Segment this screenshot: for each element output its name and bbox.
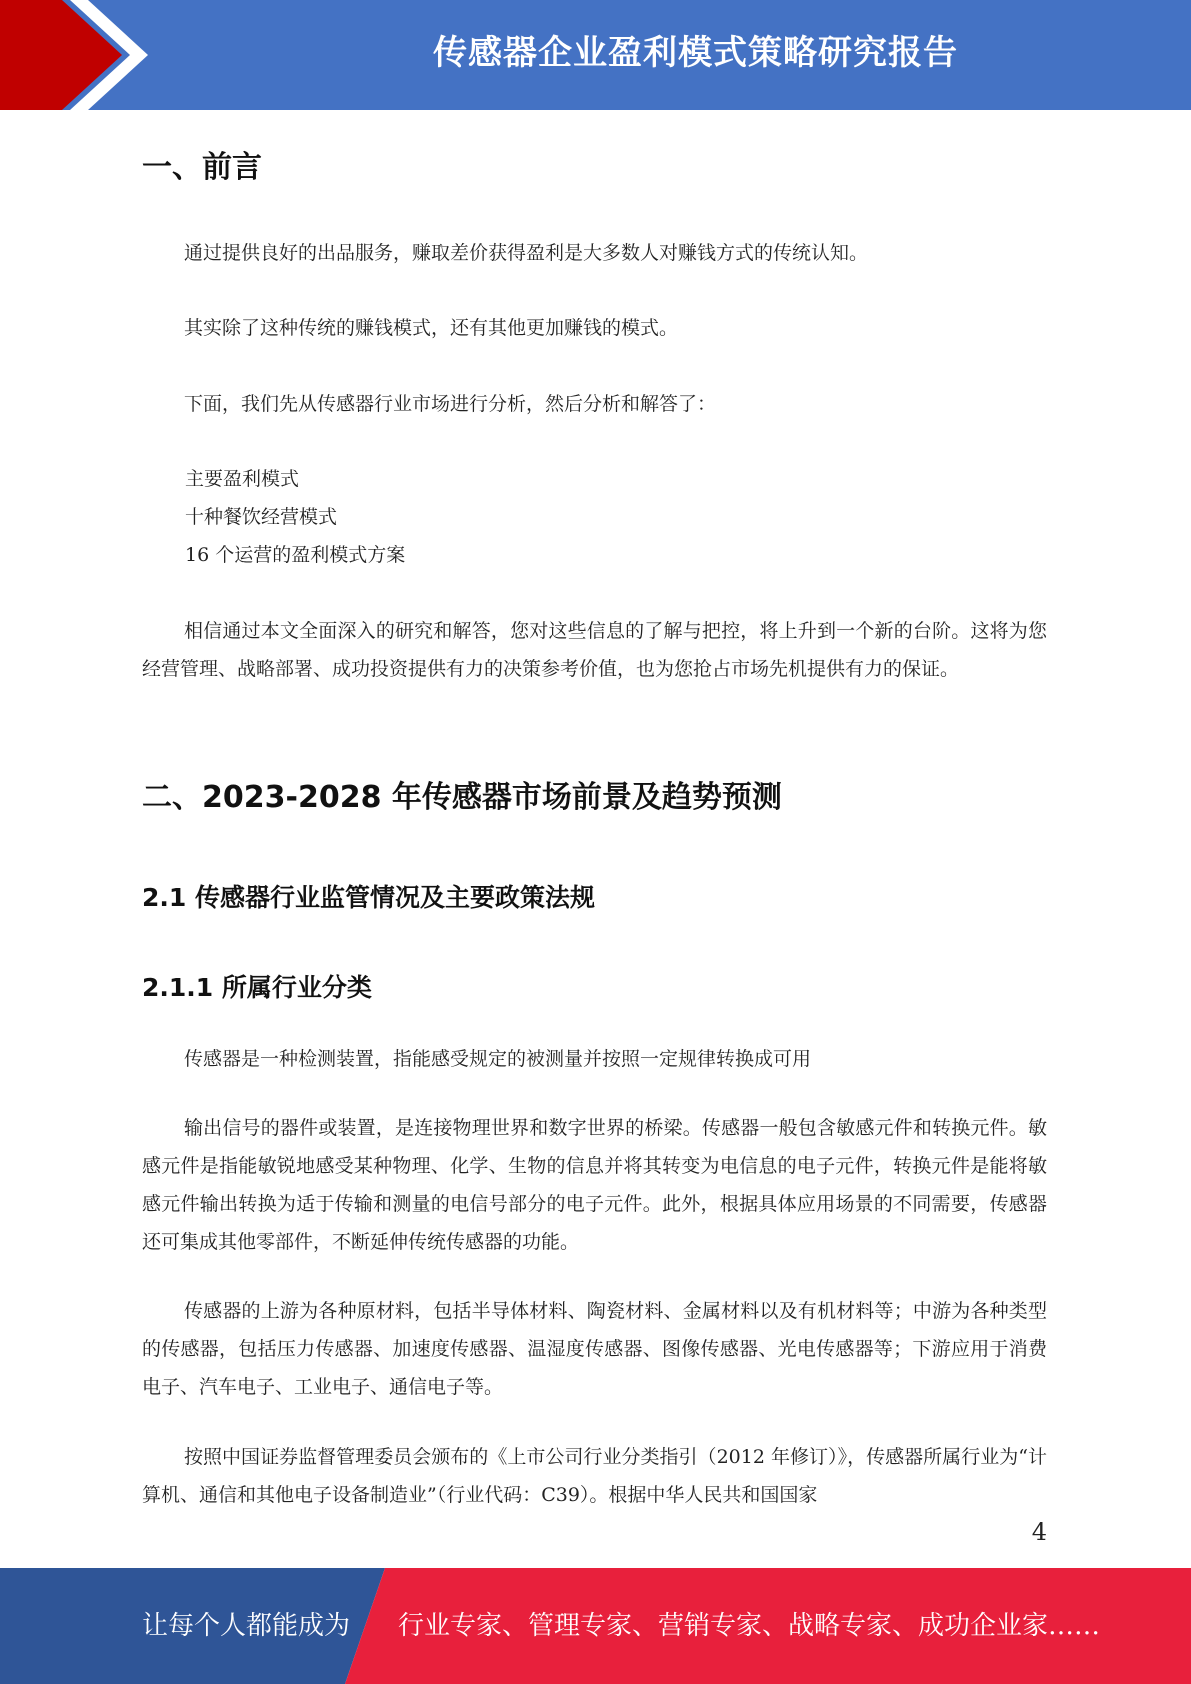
section-2-1-heading: 2.1 传感器行业监管情况及主要政策法规 bbox=[142, 883, 595, 912]
paragraph: 下面，我们先从传感器行业市场进行分析，然后分析和解答了： bbox=[184, 393, 717, 415]
paragraph: 传感器是一种检测装置，指能感受规定的被测量并按照一定规律转换成可用 bbox=[184, 1048, 812, 1070]
paragraph: 其实除了这种传统的赚钱模式，还有其他更加赚钱的模式。 bbox=[184, 317, 679, 339]
paragraph: 按照中国证券监督管理委员会颁布的《上市公司行业分类指引（2012 年修订）》，传感器所属行业为“计算机、通信和其他电子设备制造业”（行业代码：C39）。根据中华人民共和国国家 bbox=[142, 1446, 1047, 1506]
section-2-heading: 二、2023-2028 年传感器市场前景及趋势预测 bbox=[142, 780, 782, 815]
paragraph: 传感器的上游为各种原材料，包括半导体材料、陶瓷材料、金属材料以及有机材料等；中游为各种类型的传感器，包括压力传感器、加速度传感器、温湿度传感器、图像传感器、光电传感器等；下游应用于消费电子、汽车电子、工业电子、通信电子等。 bbox=[142, 1300, 1047, 1398]
footer-slogan-left: 让每个人都能成为 bbox=[142, 1611, 351, 1641]
section-1-heading: 一、前言 bbox=[142, 150, 262, 185]
paragraph: 相信通过本文全面深入的研究和解答，您对这些信息的了解与把控，将上升到一个新的台阶。这将为您经营管理、战略部署、成功投资提供有力的决策参考价值，也为您抢占市场先机提供有力的保证。 bbox=[142, 620, 1047, 680]
paragraph: 输出信号的器件或装置，是连接物理世界和数字世界的桥梁。传感器一般包含敏感元件和转换元件。敏感元件是指能敏锐地感受某种物理、化学、生物的信息并将其转变为电信息的电子元件，转换元件是能将敏感元件输出转换为适于传输和测量的电信号部分的电子元件。此外，根据具体应用场景的不同需要，传感器还可集成其他零部件，不断延伸传统传感器的功能。 bbox=[142, 1117, 1047, 1253]
page-footer bbox=[0, 1568, 1191, 1684]
section-2-1-1-heading: 2.1.1 所属行业分类 bbox=[142, 973, 372, 1002]
list-item: 16 个运营的盈利模式方案 bbox=[185, 544, 406, 566]
paragraph: 通过提供良好的出品服务，赚取差价获得盈利是大多数人对赚钱方式的传统认知。 bbox=[184, 242, 869, 264]
list-item: 主要盈利模式 bbox=[185, 468, 300, 490]
topic-list bbox=[185, 460, 405, 574]
page-number: 4 bbox=[1031, 1518, 1047, 1546]
list-item: 十种餐饮经营模式 bbox=[185, 506, 338, 528]
footer-slogan-right: 行业专家、管理专家、营销专家、战略专家、成功企业家…… bbox=[398, 1611, 1101, 1641]
page-header bbox=[0, 0, 1191, 110]
report-title: 传感器企业盈利模式策略研究报告 bbox=[433, 33, 958, 73]
